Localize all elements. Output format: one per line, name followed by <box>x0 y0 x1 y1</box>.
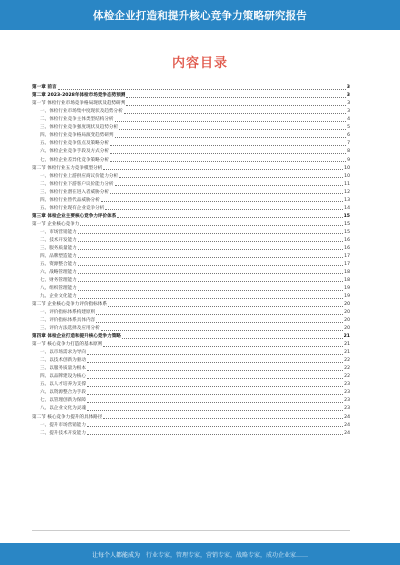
toc-leader-dots <box>87 402 343 403</box>
toc-page-number: 21 <box>344 350 350 356</box>
toc-leader-dots <box>58 89 346 90</box>
toc-leader-dots <box>110 145 346 146</box>
toc-entry[interactable] <box>32 91 350 99</box>
toc-page-number: 24 <box>344 414 350 420</box>
toc-entry-text: 三、体检行业潜在进入者威胁分析 <box>40 189 109 195</box>
toc-leader-dots <box>87 426 343 427</box>
toc-entry-text: 五、体检行业竞争焦点及策略分析 <box>40 141 109 147</box>
toc-entry[interactable] <box>32 139 350 147</box>
toc-entry[interactable] <box>32 115 350 123</box>
toc-entry[interactable] <box>32 123 350 131</box>
toc-entry[interactable] <box>32 252 350 260</box>
toc-page-number: 12 <box>344 189 350 195</box>
toc-entry[interactable] <box>32 276 350 284</box>
toc-leader-dots <box>101 201 343 202</box>
toc-leader-dots <box>124 113 346 114</box>
toc-entry[interactable] <box>32 300 350 308</box>
toc-entry[interactable] <box>32 292 350 300</box>
toc-page-number: 23 <box>344 390 350 396</box>
toc-leader-dots <box>115 185 344 186</box>
toc-leader-dots <box>78 273 343 274</box>
toc-entry[interactable] <box>32 187 350 195</box>
toc-leader-dots <box>115 137 347 138</box>
toc-entry-text: 五、体检行业现有企业竞争分析 <box>40 205 105 211</box>
toc-entry-text: 八、组织管理能力 <box>40 286 77 292</box>
toc-page-number: 15 <box>344 229 350 235</box>
toc-entry-text: 七、体检企业差异化竞争策略分析 <box>40 157 109 163</box>
footer-bar <box>0 543 400 565</box>
toc-leader-dots <box>115 121 347 122</box>
toc-page-number: 23 <box>344 406 350 412</box>
toc-leader-dots <box>78 233 343 234</box>
toc-entry[interactable] <box>32 83 350 91</box>
toc-entry[interactable] <box>32 388 350 396</box>
toc-entry-text: 第二章 2023-2028年体检市场竞争态势预测 <box>32 93 126 99</box>
toc-leader-dots <box>110 193 343 194</box>
toc-entry-text: 二、评价指标体系具体内容 <box>40 318 96 324</box>
toc-page-number: 17 <box>344 253 350 259</box>
toc-page-number: 15 <box>343 213 350 219</box>
toc-leader-dots <box>117 217 342 218</box>
toc-entry-text: 三、评价方法选择及应用分析 <box>40 326 100 332</box>
toc-leader-dots <box>105 209 343 210</box>
toc-entry[interactable] <box>32 260 350 268</box>
toc-page-number: 17 <box>344 261 350 267</box>
toc-entry[interactable] <box>32 340 350 348</box>
toc-entry-text: 一、提升市场营销能力 <box>40 422 86 428</box>
toc-entry-text: 一、体检行业市场集中度现状及趋势分析 <box>40 109 123 115</box>
toc-leader-dots <box>78 281 343 282</box>
toc-leader-dots <box>103 346 343 347</box>
toc-entry-text: 八、以企业文化为灵魂 <box>40 406 86 412</box>
toc-page-number: 10 <box>344 165 350 171</box>
toc-page-number: 18 <box>344 277 350 283</box>
toc-entry[interactable] <box>32 195 350 203</box>
toc-page-number: 22 <box>344 358 350 364</box>
toc-entry-text: 第二节 企业核心竞争力评价指标体系 <box>32 302 107 308</box>
toc-leader-dots <box>108 306 343 307</box>
toc-leader-dots <box>126 97 345 98</box>
toc-entry-text: 一、体检行业上游供应商议价能力分析 <box>40 173 119 179</box>
toc-entry[interactable] <box>32 147 350 155</box>
toc-entry-text: 一、评价指标体系构建原则 <box>40 310 96 316</box>
toc-entry[interactable] <box>32 228 350 236</box>
toc-leader-dots <box>119 177 343 178</box>
toc-entry-text: 六、战略管理能力 <box>40 269 77 275</box>
toc-page-number: 24 <box>344 430 350 436</box>
toc-leader-dots <box>87 378 343 379</box>
toc-leader-dots <box>103 169 343 170</box>
toc-leader-dots <box>78 298 343 299</box>
toc-entry-text: 六、体检企业竞争手段及方式分析 <box>40 149 109 155</box>
toc-entry-text: 第一节 体检行业市场竞争格局现状及趋势研判 <box>32 101 126 107</box>
toc-entry[interactable] <box>32 284 350 292</box>
toc-leader-dots <box>87 370 343 371</box>
toc-page-number: 13 <box>344 197 350 203</box>
toc-entry[interactable] <box>32 220 350 228</box>
toc-entry-text: 第二节 核心竞争力提升的具体路径 <box>32 414 103 420</box>
toc-entry[interactable] <box>32 404 350 412</box>
toc-leader-dots <box>80 225 343 226</box>
toc-entry-text: 二、体检行业竞争主体类型结构分析 <box>40 117 114 123</box>
footer-brand: 让每个人都能成为 <box>91 551 140 559</box>
toc-entry-text: 第一节 核心竞争力打造的基本原则 <box>32 342 103 348</box>
toc-entry-text: 二、技术开发能力 <box>40 237 77 243</box>
toc-leader-dots <box>122 338 343 339</box>
toc-page-number: 9 <box>347 157 350 163</box>
toc-entry-text: 二、体检行业下游客户议价能力分析 <box>40 181 114 187</box>
toc-heading: 内容目录 <box>171 56 228 71</box>
toc-page-number: 15 <box>344 221 350 227</box>
toc-leader-dots <box>78 241 343 242</box>
toc-entry-text: 第一章 前言 <box>32 85 57 91</box>
toc-entry[interactable] <box>32 428 350 436</box>
toc-entry[interactable] <box>32 332 350 340</box>
toc-entry[interactable] <box>32 107 350 115</box>
toc-page-number: 11 <box>344 181 350 187</box>
toc-entry-text: 一、市场营销能力 <box>40 229 77 235</box>
toc-entry[interactable] <box>32 155 350 163</box>
report-header-bar <box>0 0 400 30</box>
toc-entry-text: 一、以市场需求为导向 <box>40 350 86 356</box>
toc-page-number: 7 <box>347 141 350 147</box>
toc-entry[interactable] <box>32 420 350 428</box>
toc-page-number: 14 <box>344 205 350 211</box>
toc-leader-dots <box>78 257 343 258</box>
toc-page-number: 18 <box>344 269 350 275</box>
toc-page-number: 24 <box>344 422 350 428</box>
toc-entry-text: 三、以服务质量为根本 <box>40 366 86 372</box>
footer-tagline: 行业专家，管理专家，营销专家，战略专家，成功企业家…… <box>146 551 309 559</box>
toc-leader-dots <box>96 314 343 315</box>
toc-leader-dots <box>87 434 343 435</box>
toc-entry[interactable] <box>32 380 350 388</box>
toc-entry-text: 七、以管理创新为保障 <box>40 398 86 404</box>
toc-leader-dots <box>78 265 343 266</box>
toc-entry-text: 七、财务管理能力 <box>40 277 77 283</box>
toc-entry-text: 九、企业文化能力 <box>40 294 77 300</box>
toc-page-number: 3 <box>346 85 350 91</box>
toc-entry[interactable] <box>32 244 350 252</box>
toc-entry[interactable] <box>32 268 350 276</box>
toc-entry[interactable] <box>32 356 350 364</box>
toc-entry-text: 五、以人才培养为支撑 <box>40 382 86 388</box>
toc-leader-dots <box>96 322 343 323</box>
toc-leader-dots <box>78 249 343 250</box>
toc-entry[interactable] <box>32 212 350 220</box>
toc-page-number: 22 <box>344 374 350 380</box>
toc-page-number: 10 <box>344 173 350 179</box>
toc-page-number: 21 <box>344 342 350 348</box>
toc-page-number: 3 <box>346 93 350 99</box>
table-of-contents <box>32 83 350 436</box>
toc-entry-text: 二、提升技术开发能力 <box>40 430 86 436</box>
toc-page-number: 3 <box>347 101 350 107</box>
toc-page-number: 19 <box>344 294 350 300</box>
toc-leader-dots <box>87 410 343 411</box>
toc-entry[interactable] <box>32 372 350 380</box>
toc-leader-dots <box>119 129 346 130</box>
toc-page-number: 16 <box>344 237 350 243</box>
toc-entry-text: 第四章 体检企业打造和提升核心竞争力策略 <box>32 334 121 340</box>
toc-entry-text: 四、体检行业竞争格局演变趋势研判 <box>40 133 114 139</box>
toc-entry-text: 三、服务质量能力 <box>40 245 77 251</box>
toc-leader-dots <box>87 386 343 387</box>
toc-entry[interactable] <box>32 316 350 324</box>
toc-entry[interactable] <box>32 131 350 139</box>
toc-page-number: 21 <box>343 334 350 340</box>
toc-page-number: 23 <box>344 382 350 388</box>
toc-entry[interactable] <box>32 99 350 107</box>
bottom-divider <box>32 530 350 531</box>
toc-leader-dots <box>101 330 343 331</box>
toc-leader-dots <box>110 161 346 162</box>
toc-entry[interactable] <box>32 203 350 211</box>
toc-entry[interactable] <box>32 179 350 187</box>
toc-entry[interactable] <box>32 171 350 179</box>
toc-page-number: 8 <box>347 149 350 155</box>
toc-page-number: 20 <box>344 302 350 308</box>
toc-entry-text: 三、体检行业竞争强度现状及趋势分析 <box>40 125 119 131</box>
toc-leader-dots <box>87 362 343 363</box>
toc-entry[interactable] <box>32 364 350 372</box>
toc-entry-text: 四、品牌塑造能力 <box>40 253 77 259</box>
toc-page-number: 16 <box>344 245 350 251</box>
toc-page-number: 22 <box>344 366 350 372</box>
toc-leader-dots <box>78 290 343 291</box>
toc-entry[interactable] <box>32 163 350 171</box>
toc-entry[interactable] <box>32 348 350 356</box>
toc-page-number: 5 <box>347 125 350 131</box>
toc-leader-dots <box>103 418 343 419</box>
toc-leader-dots <box>87 354 343 355</box>
toc-entry-text: 第三章 体检企业主要核心竞争力评价体系 <box>32 213 117 219</box>
toc-entry-text: 四、体检行业替代品威胁分析 <box>40 197 100 203</box>
toc-entry[interactable] <box>32 324 350 332</box>
toc-page-number: 23 <box>344 398 350 404</box>
toc-entry-text: 五、资源整合能力 <box>40 261 77 267</box>
toc-entry-text: 第二节 体检行业五力竞争模型分析 <box>32 165 103 171</box>
toc-leader-dots <box>126 105 346 106</box>
toc-page-number: 20 <box>344 318 350 324</box>
toc-entry[interactable] <box>32 396 350 404</box>
toc-leader-dots <box>87 394 343 395</box>
toc-entry-text: 六、以资源整合为手段 <box>40 390 86 396</box>
toc-entry[interactable] <box>32 412 350 420</box>
toc-entry[interactable] <box>32 236 350 244</box>
toc-page-number: 6 <box>347 133 350 139</box>
toc-leader-dots <box>110 153 346 154</box>
toc-entry-text: 第一节 企业核心竞争力 <box>32 221 80 227</box>
report-title: 体检企业打造和提升核心竞争力策略研究报告 <box>93 9 307 22</box>
toc-page-number: 19 <box>344 286 350 292</box>
toc-entry[interactable] <box>32 308 350 316</box>
toc-page-number: 20 <box>344 310 350 316</box>
toc-page-number: 3 <box>347 109 350 115</box>
toc-entry-text: 四、以品牌建设为核心 <box>40 374 86 380</box>
toc-page-number: 20 <box>344 326 350 332</box>
toc-page-number: 4 <box>347 117 350 123</box>
toc-entry-text: 二、以技术创新为驱动 <box>40 358 86 364</box>
